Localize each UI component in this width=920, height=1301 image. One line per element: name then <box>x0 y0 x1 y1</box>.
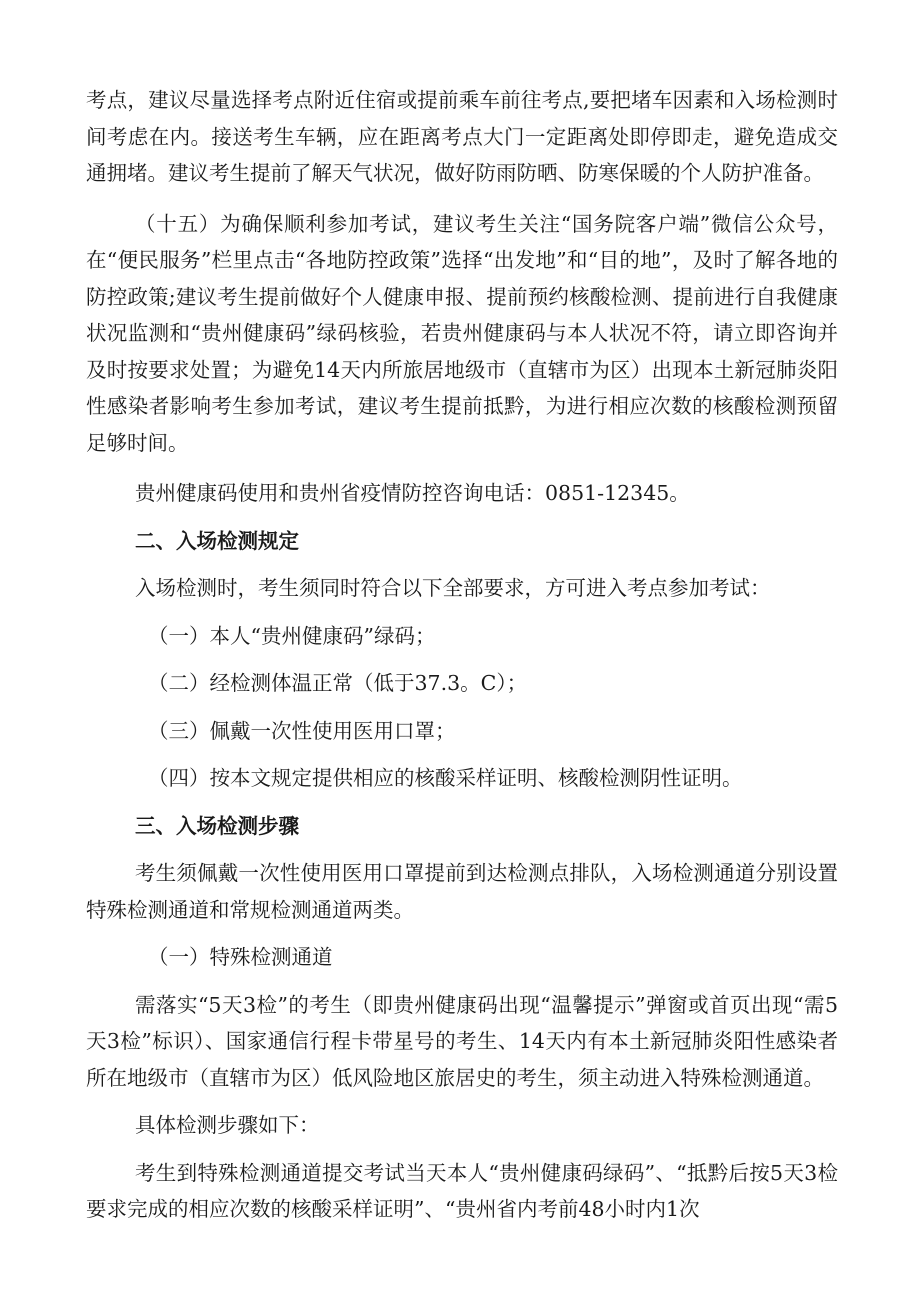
paragraph-steps-label: 具体检测步骤如下： <box>135 1113 320 1137</box>
requirement-item-2: （二）经检测体温正常（低于37.3。C）； <box>148 671 528 695</box>
requirement-item-1: （一）本人“贵州健康码”绿码； <box>148 623 436 648</box>
paragraph-special-channel-steps: 考生到特殊检测通道提交考试当天本人“贵州健康码绿码”、“抵黔后按5天3检要求完成的相应次数的核酸采样证明”、“贵州省内考前48小时内1次 <box>86 1160 838 1221</box>
subheading-special-channel: （一）特殊检测通道 <box>148 945 333 969</box>
section-heading-entry-steps: 三、入场检测步骤 <box>135 813 299 838</box>
paragraph-entry-steps-intro: 考生须佩戴一次性使用医用口罩提前到达检测点排队，入场检测通道分别设置特殊检测通道和常规检测通道两类。 <box>86 861 838 922</box>
paragraph-hotline: 贵州健康码使用和贵州省疫情防控咨询电话：0851-12345。 <box>135 481 690 505</box>
requirement-item-4: （四）按本文规定提供相应的核酸采样证明、核酸检测阴性证明。 <box>148 766 743 790</box>
section-heading-entry-rules: 二、入场检测规定 <box>135 528 299 553</box>
paragraph-item-fifteen: （十五）为确保顺利参加考试，建议考生关注“国务院客户端”微信公众号，在“便民服务”栏里点击“各地防控政策”选择“出发地”和“目的地”，及时了解各地的防控政策;建议考生提前做好个人健康申报、提前预约核酸检测、提前进行自我健康状况监测和“贵州健康码”绿码核验，若贵州健康码与本人状况不符，请立即咨询并及时按要求处置；为避免14天内所旅居地级市（直辖市为区）出现本土新冠肺炎阳性感染者影响考生参加考试，建议考生提前抵黔，为进行相应次数的核酸检测预留足够时间。 <box>86 211 838 455</box>
requirement-item-3: （三）佩戴一次性使用医用口罩； <box>148 718 456 743</box>
paragraph-travel-advice: 考点，建议尽量选择考点附近住宿或提前乘车前往考点,要把堵车因素和入场检测时间考虑在内。接送考生车辆，应在距离考点大门一定距离处即停即走，避免造成交通拥堵。建议考生提前了解天气状况，做好防雨防晒、防寒保暖的个人防护准备。 <box>86 88 838 185</box>
paragraph-entry-intro: 入场检测时，考生须同时符合以下全部要求，方可进入考点参加考试： <box>135 576 771 600</box>
paragraph-special-channel-criteria: 需落实“5天3检”的考生（即贵州健康码出现“温馨提示”弹窗或首页出现“需5天3检”标识）、国家通信行程卡带星号的考生、14天内有本土新冠肺炎阳性感染者所在地级市（直辖市为区）低风险地区旅居史的考生，须主动进入特殊检测通道。 <box>86 992 838 1090</box>
document-page <box>86 82 838 1228</box>
